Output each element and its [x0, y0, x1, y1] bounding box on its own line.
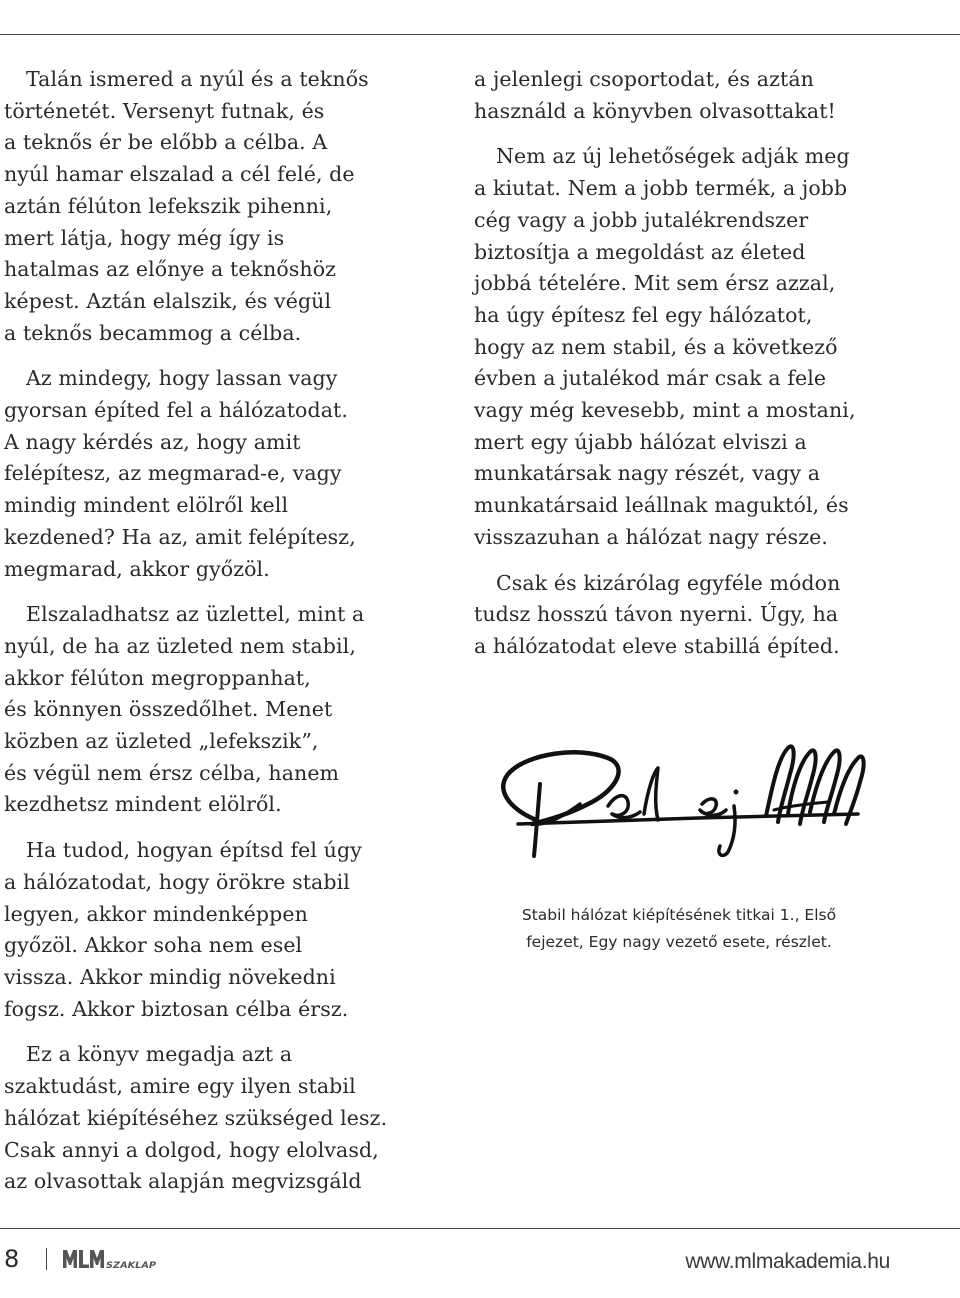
paragraph-3: Elszaladhatsz az üzlettel, mint a nyúl, de ha az üzleted nem stabil, akkor félúton megroppanhat, és könnyen összedőlhet. Menet közben az üzleted „lefekszik”, és végül nem érsz célba, hanem kezdhetsz mindent elölről. [4, 602, 365, 817]
header-divider [0, 34, 960, 35]
left-column [4, 64, 444, 1212]
website-url[interactable]: www.mlmakademia.hu [685, 1250, 890, 1273]
paragraph-8: Csak és kizárólag egyféle módon tudsz hosszú távon nyerni. Úgy, ha a hálózatodat eleve stabillá építed. [474, 570, 841, 658]
right-column [474, 64, 924, 677]
svg-text:SZAKLAP: SZAKLAP [106, 1261, 157, 1271]
signature-icon [488, 728, 878, 868]
footer-separator [46, 1248, 47, 1270]
mlm-szaklap-logo [62, 1246, 158, 1272]
signature-caption: Stabil hálózat kiépítésének titkai 1., Első fejezet, Egy nagy vezető esete, részlet. [521, 906, 837, 951]
paragraph-7: Nem az új lehetőségek adják meg a kiutat. Nem a jobb termék, a jobb cég vagy a jobb jutalékrendszer biztosítja a megoldást az életed jobbá tételére. Mit sem érsz azzal, ha úgy építesz fel egy hálózatot, hogy az nem stabil, és a következő évben a jutalékod már csak a fele vagy még kevesebb, mint a mostani, mert egy újabb hálózat elviszi a munkatársak nagy részét, vagy a munkatársaid leállnak maguktól, és visszazuhan a hálózat nagy része. [474, 144, 856, 549]
paragraph-6: a jelenlegi csoportodat, és aztán használd a könyvben olvasottakat! [474, 67, 836, 123]
paragraph-1: Talán ismered a nyúl és a teknős történetét. Versenyt futnak, és a teknős ér be előbb a célba. A nyúl hamar elszalad a cél felé, de aztán félúton lefekszik pihenni, mert látja, hogy még így is hatalmas az előnye a teknőshöz képest. Aztán elalszik, és végül a teknős becammog a célba. [4, 67, 369, 345]
footer-divider [0, 1228, 960, 1229]
paragraph-2: Az mindegy, hogy lassan vagy gyorsan építed fel a hálózatodat. A nagy kérdés az, hogy amit felépítesz, az megmarad-e, vagy mindig mindent elölről kell kezdened? Ha az, amit felépítesz, megmarad, akkor győzöl. [4, 366, 356, 581]
paragraph-5: Ez a könyv megadja azt a szaktudást, amire egy ilyen stabil hálózat kiépítéséhez szükséged lesz. Csak annyi a dolgod, hogy elolvasd, az olvasottak alapján megvizsgáld [4, 1042, 388, 1194]
page-number: 8 [4, 1245, 20, 1273]
paragraph-4: Ha tudod, hogyan építsd fel úgy a hálózatodat, hogy örökre stabil legyen, akkor mindenképpen győzöl. Akkor soha nem esel vissza. Akkor mindig növekedni fogsz. Akkor biztosan célba érsz. [4, 838, 362, 1021]
